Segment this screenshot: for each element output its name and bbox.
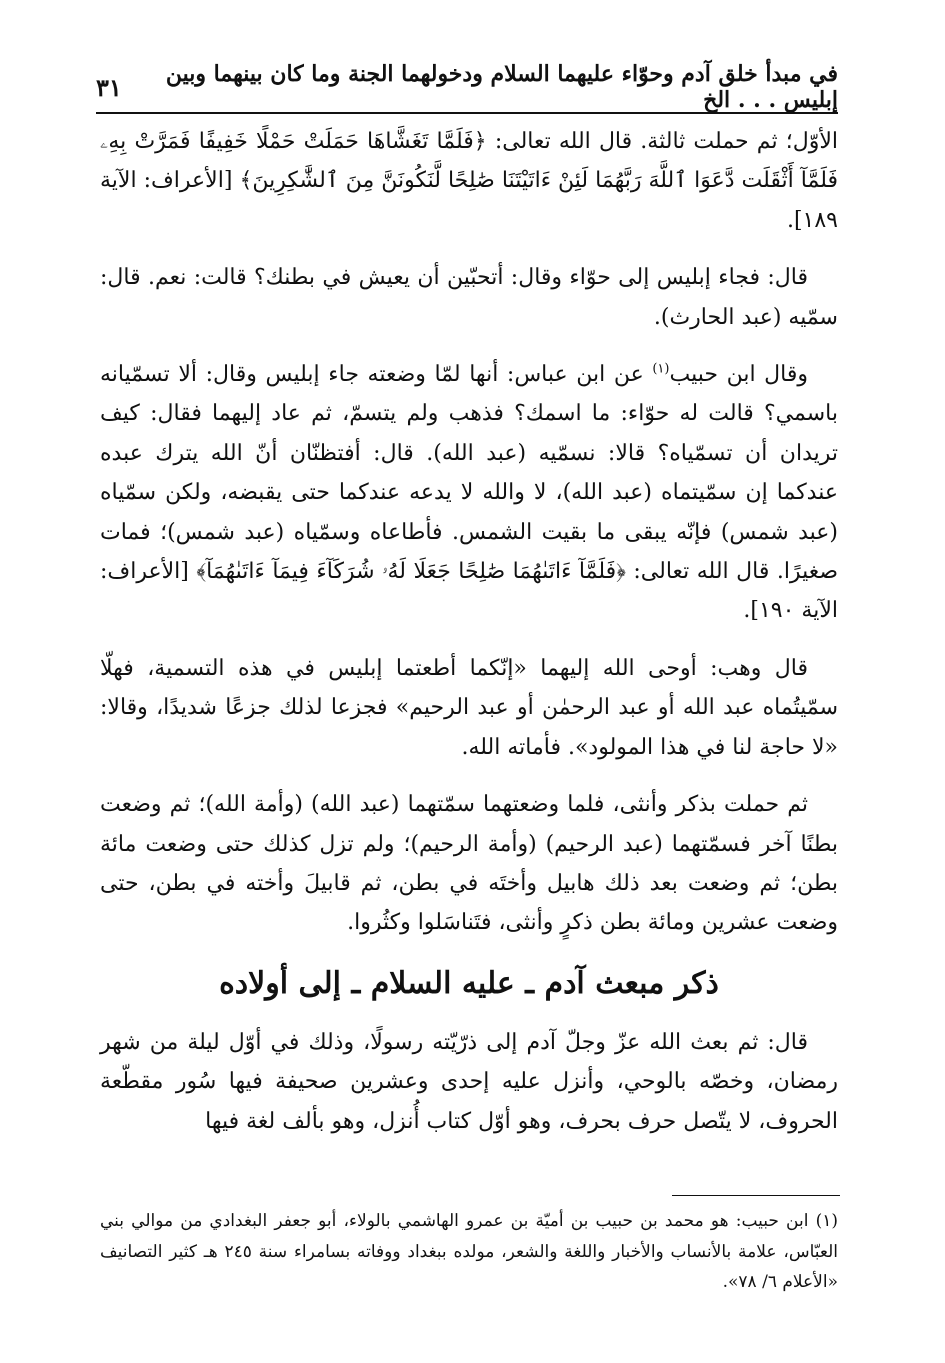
paragraph-1 [100,122,838,240]
main-text [100,122,838,1159]
paragraph-3 [100,355,838,631]
page-header [96,62,838,114]
footnote: (١) ابن حبيب: هو محمد بن حبيب بن أميّة بن عمرو الهاشمي بالولاء، أبو جعفر البغدادي من موالي بني العبّاس، علامة بالأنساب والأخبار واللغة والشعر، مولده ببغداد ووفاته بسامراء سنة ٢٤٥ هـ كثير التصانيف «الأعلام ٦/ ٧٨». [100,1211,838,1292]
quran-verse-189: ﴿فَلَمَّا تَغَشَّاهَا حَمَلَتْ حَمْلًا خَفِيفًا فَمَرَّتْ بِهِۦ فَلَمَّآ أَثْقَلَت دَّعَوَا ٱللَّهَ رَبَّهُمَا لَئِنْ ءَاتَيْتَنَا صَٰلِحًا لَّنَكُونَنَّ مِنَ ٱلشَّٰكِرِينَ﴾ [100,129,839,194]
paragraph-4: قال وهب: أوحى الله إليهما «إنّكما أطعتما إبليس في هذه التسمية، فهلّا سمّيتُماه عبد الله أو عبد الرحمٰن أو عبد الرحيم» فجزعا لذلك جزعًا شديدًا، وقالا: «لا حاجة لنا في هذا المولود». فأماته الله. [100,655,838,760]
paragraph-3-text-after: عن ابن عباس: أنها لمّا وضعته جاء إبليس وقال: ألا تسمّيانه باسمي؟ قالت له حوّاء: ما اسمك؟ فذهب ولم يتسمّ، ثم عاد إليهما فقال: كيف تريدان أن تسمّياه؟ قالا: نسمّيه (عبد الله). قال: أفتظنّان أنّ الله يترك عبده عندكما إن سمّيتماه (عبد الله)، لا والله لا يدعه عندكما حتى يقبضه، ولكن سمّياه (عبد شمس) فإنّه يبقى ما بقيت الشمس. فأطاعاه وسمّياه (عبد شمس)؛ فمات صغيرًا. قال الله تعالى: [100,362,838,585]
paragraph-1-citation: [الأعراف: الآية ١٨٩]. [100,168,838,233]
paragraph-1-text-before: الأوّل؛ ثم حملت ثالثة. قال الله تعالى: [486,129,838,154]
footnote-reference[interactable]: (١) [652,361,670,377]
paragraph-6: قال: ثم بعث الله عزّ وجلّ آدم إلى ذرّيّته رسولًا، وذلك في أوّل ليلة من شهر رمضان، وخصّه بالوحي، وأنزل عليه إحدى وعشرين صحيفة فيها سُور مقطّعة الحروف، لا يتّصل حرف بحرف، وهو أوّل كتاب أُنزل، وهو بألف لغة فيها [100,1029,838,1134]
section-heading: ذكر مبعث آدم ـ عليه السلام ـ إلى أولاده [219,965,719,1001]
paragraph-3-citation: [الأعراف: الآية ١٩٠]. [100,559,838,624]
paragraph-3-text-before: وقال ابن حبيب [669,362,808,388]
footnote-divider [672,1195,840,1196]
paragraph-2: قال: فجاء إبليس إلى حوّاء وقال: أتحبّين أن يعيش في بطنك؟ قالت: نعم. قال: سمّيه (عبد الحارث). [100,265,838,330]
page-number: ٣١ [96,72,122,102]
paragraph-5: ثم حملت بذكر وأنثى، فلما وضعتهما سمّتهما (عبد الله) (وأمة الله)؛ ثم وضعت بطنًا آخر فسمّتهما (عبد الرحيم) (وأمة الرحيم)؛ ولم تزل كذلك حتى وضعت مائة بطن؛ ثم وضعت بعد ذلك هابيل وأختَه في بطن، ثم قابيلَ وأخته في بطن، حتى وضعت عشرين ومائة بطن ذكرٍ وأنثى، فتَناسَلوا وكثُروا. [100,792,838,936]
quran-verse-190: ﴿فَلَمَّآ ءَاتَىٰهُمَا صَٰلِحًا جَعَلَا لَهُۥ شُرَكَآءَ فِيمَآ ءَاتَىٰهُمَآ﴾ [196,559,626,585]
running-title: في مبدأ خلق آدم وحوّاء عليهما السلام ودخولهما الجنة وما كان بينهما وبين إبليس . . . الخ [165,61,838,113]
